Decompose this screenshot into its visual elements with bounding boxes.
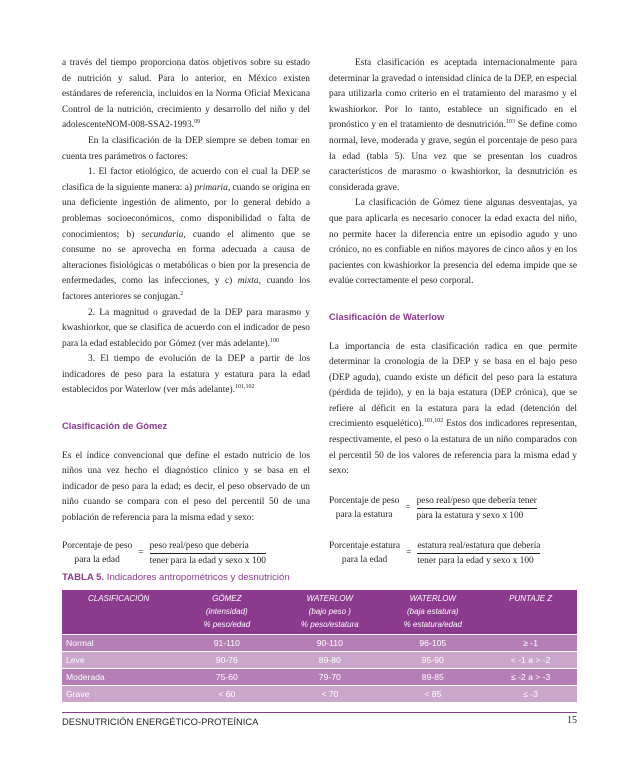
- paragraph: La importancia de esta clasificación radica en que permite determinar la cronología de la DEP y se basa en el bajo peso (DEP aguda), cuando existe un déficit del peso para la estatura (pérdida de tejido), y en la baja estatura (DEP crónica), que se refiere al déficit en la estatura para la edad (detención del crecimiento esquelético).$^{101,102}$ Estos dos indicadores representan, respectivamente, el peso o la estatura de un niño comparados con el percentil 50 de los valores de referencia para la misma edad y sexo:: [329, 341, 577, 477]
- formula-lhs: Porcentaje estatura para la edad: [329, 541, 401, 566]
- formula-lhs: Porcentaje de peso para la edad: [62, 541, 133, 566]
- table-row: [62, 686, 577, 703]
- table-row: [62, 652, 577, 669]
- paragraph: Es el índice convencional que define el estado nutricio de los niños una vez hecho el diagnóstico clínico y se basa en el indicador de peso para la edad; es decir, el peso observado de un niño cuando se compara con el peso del percentil 50 de una población de referencia para la misma edad y sexo:: [62, 450, 310, 524]
- table-cell: 89-80: [278, 652, 381, 669]
- table-cell: 90-76: [175, 652, 278, 669]
- paragraph: Esta clasificación es aceptada internacionalmente para determinar la gravedad o intensidad clínica de la DEP, en especial para utilizarla como criterio en el tratamiento del marasmo y el kwashiorkor. Por lo tanto, establece un significado en el pronóstico y en el tratamiento de desnutrición.$^{103}$ Se define como normal, leve, moderada y grave, según el porcentaje de peso para la edad (tabla 5). Una vez que se presentan los cuadros característicos de marasmo o kwashiorkor, la desnutrición es considerada grave.: [329, 58, 577, 193]
- waterlow-formula-height: [329, 539, 577, 568]
- anthropometric-table: [62, 590, 577, 702]
- gomez-formula: [62, 539, 310, 568]
- right-column: [329, 56, 577, 568]
- table-title: TABLA 5. Indicadores antropométricos y desnutrición: [62, 572, 290, 583]
- paragraph: 1. El factor etiológico, de acuerdo con el cual la DEP se clasifica de la siguiente manera: a) primaria, cuando se origina en una deficiente ingestión de alimento, por lo general debido a problemas socioeconómicos, como disponibilidad o falta de conocimientos; b) secundaria, cuando el alimento que se consume no se aprovecha en forma adecuada a causa de alteraciones fisiológicas o metabólicas o bien por la presencia de enfermedades, como las infecciones, y c) mixta, cuando los factores anteriores se conjugan.$^2$: [62, 167, 311, 302]
- table-cell: < 70: [278, 686, 381, 703]
- table-cell: < 85: [381, 686, 484, 703]
- table-row: [62, 669, 577, 686]
- table-cell: ≤ -3: [484, 686, 577, 703]
- table-cell: Moderada: [62, 669, 175, 686]
- paragraph: a través del tiempo proporciona datos objetivos sobre su estado de nutrición y salud. Para lo anterior, en México existen estándares de referencia, incluidos en la Norma Oficial Mexicana Control de la nutrición, crecimiento y desarrollo del niño y del adolescenteNOM-008-SSA2-1993.99: [62, 58, 310, 131]
- formula-fraction: $\frac{\text{peso real/peso que debería}}{\text{tener para la edad y sexo x 100}}$: [149, 540, 266, 566]
- table-cell: < 60: [175, 686, 278, 703]
- table-cell: 90-110: [278, 635, 381, 652]
- waterlow-heading: Clasificación de Waterlow: [329, 310, 445, 322]
- table-cell: 91-110: [175, 635, 278, 652]
- footer-divider: [62, 712, 577, 713]
- header-waterlow-weight: WATERLOW (bajo peso ) % peso/estatura: [300, 594, 359, 629]
- table-cell: 95-90: [381, 652, 484, 669]
- table-cell: ≤ -2 a > -3: [484, 669, 577, 686]
- table-cell: Grave: [62, 686, 175, 703]
- left-column: [62, 56, 310, 568]
- formula-fraction: $\frac{\text{estatura real/estatura que debería}}{\text{tener para la edad y sexo x 100}}$: [417, 540, 541, 566]
- header-classification: CLASIFICACIÓN: [87, 594, 150, 603]
- formula-equals: =: [406, 548, 412, 559]
- table-cell: 96-105: [381, 635, 484, 652]
- table-row: [62, 635, 577, 652]
- formula-lhs: Porcentaje de peso para la estatura: [329, 496, 400, 521]
- formula-fraction: $\frac{\text{peso real/peso que debería tener}}{\text{para la estatura y sexo x 100}}$: [416, 495, 537, 521]
- footer-title: DESNUTRICIÓN ENERGÉTICO-PROTEÍNICA: [62, 716, 259, 727]
- formula-equals: =: [138, 548, 144, 559]
- table-header-row: [62, 590, 577, 635]
- header-z-score: PUNTAJE Z: [509, 594, 553, 603]
- table-cell: ≥ -1: [484, 635, 577, 652]
- table-cell: < -1 a > -2: [484, 652, 577, 669]
- page-number: 15: [567, 715, 577, 726]
- formula-equals: =: [405, 503, 411, 514]
- paragraph: 2. La magnitud o gravedad de la DEP para marasmo y kwashiorkor, que se clasifica de acuerdo con el indicador de peso para la edad establecido por Gómez (ver más adelante).$^{100}$: [62, 307, 310, 349]
- header-waterlow-height: WATERLOW (baja estatura) % estatura/edad: [403, 594, 462, 629]
- table-cell: Normal: [62, 635, 175, 652]
- gomez-heading: Clasificación de Gómez: [62, 420, 168, 432]
- table-cell: Leve: [62, 652, 175, 669]
- table-cell: 79-70: [278, 669, 381, 686]
- waterlow-formula-weight: [329, 494, 577, 523]
- header-gomez: GÓMEZ (intensidad) % peso/edad: [203, 594, 251, 629]
- paragraph: 3. El tiempo de evolución de la DEP a partir de los indicadores de peso para la estatura y estatura para la edad establecidos por Waterlow (ver más adelante).$^{101,102}$: [62, 354, 310, 396]
- paragraph: La clasificación de Gómez tiene algunas desventajas, ya que para aplicarla es necesario conocer la edad exacta del niño, no permite hacer la diferencia entre un episodio agudo y uno crónico, no es confiable en niños mayores de cinco años y en los pacientes con kwashiorkor la presencia del edema impide que se evalúe correctamente el peso corporal.: [329, 198, 577, 287]
- paragraph: En la clasificación de la DEP siempre se deben tomar en cuenta tres parámetros o factores:: [62, 135, 310, 162]
- table-cell: 89-85: [381, 669, 484, 686]
- table-cell: 75-60: [175, 669, 278, 686]
